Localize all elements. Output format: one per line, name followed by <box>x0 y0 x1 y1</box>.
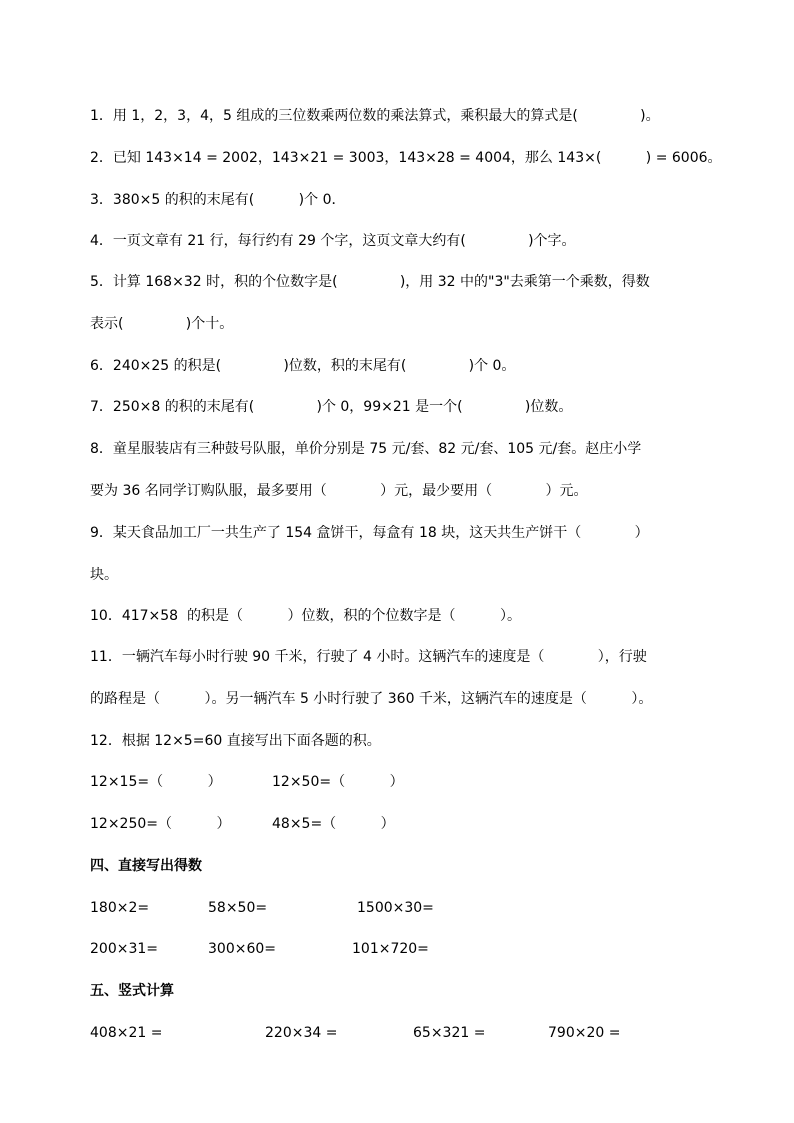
section-4-item: 101×720= <box>352 941 429 957</box>
section-4-item: 58×50= <box>208 900 268 916</box>
q12-item: 48×5=（ ） <box>272 816 395 832</box>
question-7: 7．250×8 的积的末尾有( )个 0，99×21 是一个( )位数。 <box>90 399 573 415</box>
question-1: 1．用 1，2，3，4，5 组成的三位数乘两位数的乘法算式，乘积最大的算式是( )。 <box>90 108 660 124</box>
question-8-line-2: 要为 36 名同学订购队服，最多要用（ ）元，最少要用（ ）元。 <box>90 483 588 499</box>
q12-item: 12×250=（ ） <box>90 816 231 832</box>
section-5-item: 790×20 = <box>548 1025 621 1041</box>
section-4-item: 200×31= <box>90 941 158 957</box>
question-10: 10．417×58 的积是（ ）位数，积的个位数字是（ ）。 <box>90 608 521 624</box>
section-5-item: 65×321 = <box>413 1025 486 1041</box>
section-4-item: 1500×30= <box>357 900 434 916</box>
question-4: 4．一页文章有 21 行，每行约有 29 个字，这页文章大约有( )个字。 <box>90 233 576 249</box>
section-5-item: 408×21 = <box>90 1025 163 1041</box>
question-11-line-2: 的路程是（ ）。另一辆汽车 5 小时行驶了 360 千米，这辆汽车的速度是（ ）。 <box>90 691 653 707</box>
question-5-line-1: 5．计算 168×32 时，积的个位数字是( )，用 32 中的"3"去乘第一个乘数，得数 <box>90 274 650 290</box>
q12-item: 12×50=（ ） <box>272 774 404 790</box>
q12-item: 12×15=（ ） <box>90 774 222 790</box>
question-5-line-2: 表示( )个十。 <box>90 316 234 332</box>
question-3: 3．380×5 的积的末尾有( )个 0． <box>90 192 346 208</box>
question-8-line-1: 8．童星服装店有三种鼓号队服，单价分别是 75 元/套、82 元/套、105 元/套。赵庄小学 <box>90 441 642 457</box>
question-9-line-2: 块。 <box>90 567 118 583</box>
question-2: 2．已知 143×14 = 2002，143×21 = 3003，143×28 = 4004，那么 143×( ) = 6006。 <box>90 150 722 166</box>
question-6: 6．240×25 的积是( )位数，积的末尾有( )个 0。 <box>90 358 516 374</box>
question-12: 12．根据 12×5=60 直接写出下面各题的积。 <box>90 733 381 749</box>
section-4-item: 300×60= <box>208 941 276 957</box>
question-9-line-1: 9．某天食品加工厂一共生产了 154 盒饼干，每盒有 18 块，这天共生产饼干（ ） <box>90 525 649 541</box>
section-4-title: 四、直接写出得数 <box>90 858 202 874</box>
question-11-line-1: 11．一辆汽车每小时行驶 90 千米，行驶了 4 小时。这辆汽车的速度是（ ），行驶 <box>90 649 647 665</box>
section-5-item: 220×34 = <box>265 1025 338 1041</box>
section-5-title: 五、竖式计算 <box>90 983 174 999</box>
section-4-item: 180×2= <box>90 900 150 916</box>
